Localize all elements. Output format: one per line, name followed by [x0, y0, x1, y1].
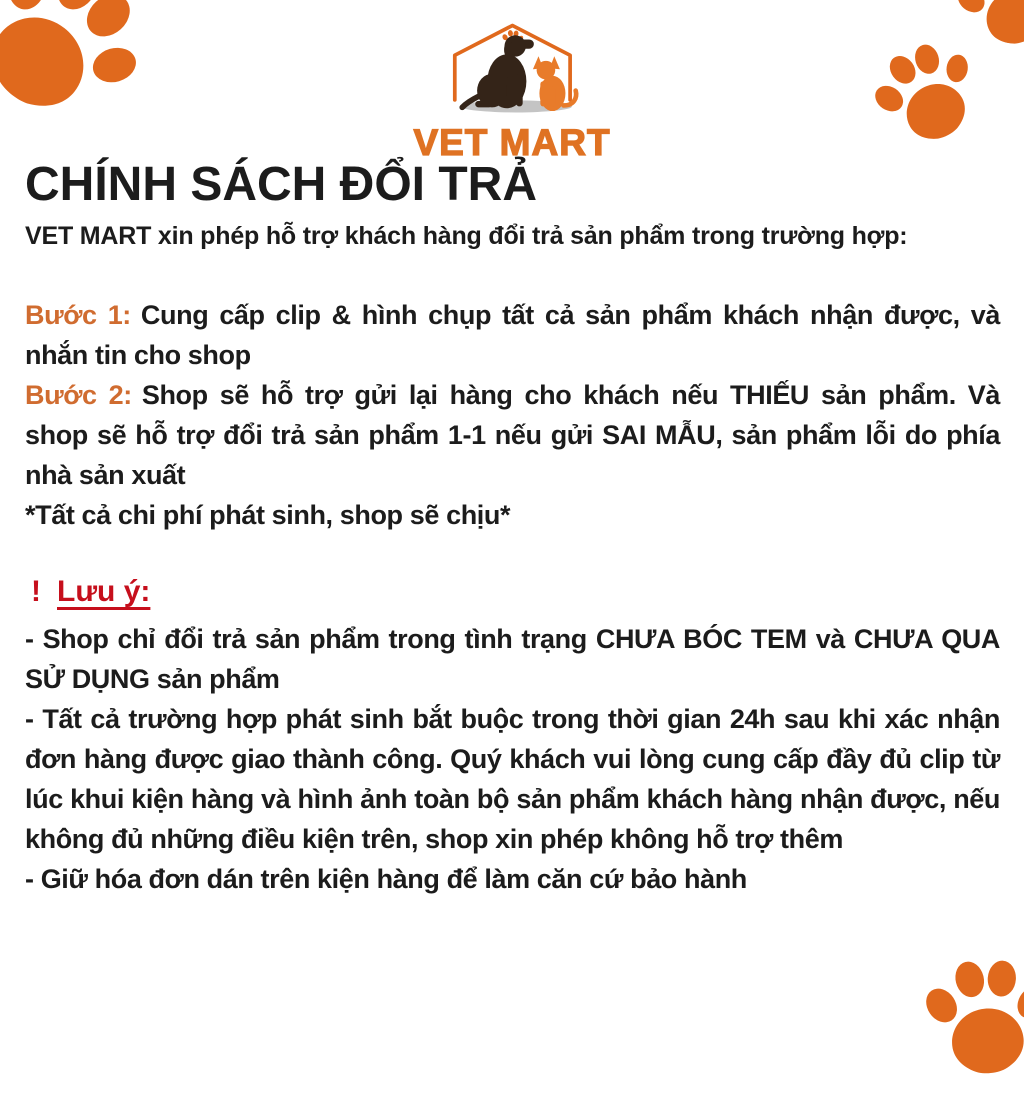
note-item: - Tất cả trường hợp phát sinh bắt buộc trong thời gian 24h sau khi xác nhận đơn hàng được giao thành công. Quý khách vui lòng cung cấp đầy đủ clip từ lúc khui kiện hàng và hình ảnh toàn bộ sản phẩm khách hàng nhận được, nếu không đủ những điều kiện trên, shop xin phép không hỗ trợ thêm [25, 704, 1000, 855]
step-1-label: Bước 1: [25, 300, 131, 331]
intro-text: VET MART xin phép hỗ trợ khách hàng đổi trả sản phẩm trong trường hợp: [25, 222, 908, 251]
step-2 [25, 375, 1000, 495]
fee-note: *Tất cả chi phí phát sinh, shop sẽ chịu* [25, 500, 511, 531]
paw-print-icon [0, 0, 170, 162]
notes-heading-label: Lưu ý: [57, 575, 151, 609]
step-1 [25, 295, 1000, 375]
exclamation-mark: ! [31, 575, 41, 609]
brand-name: VET MART [413, 122, 611, 163]
notes-heading [25, 575, 1000, 609]
steps-section [25, 295, 1000, 535]
page-title: CHÍNH SÁCH ĐỔI TRẢ [25, 158, 537, 211]
step-2-text: Shop sẽ hỗ trợ gửi lại hàng cho khách nếu THIẾU sản phẩm. Và shop sẽ hỗ trợ đổi trả sản phẩm 1-1 nếu gửi SAI MẪU, sản phẩm lỗi do phía nhà sản xuất [25, 380, 1000, 491]
step-1-text: Cung cấp clip & hình chụp tất cả sản phẩm khách nhận được, và nhắn tin cho shop [25, 300, 1000, 371]
step-2-label: Bước 2: [25, 380, 132, 411]
logo-illustration [419, 16, 605, 128]
logo [413, 16, 610, 164]
notes-section [25, 619, 1000, 899]
note-item: - Shop chỉ đổi trả sản phẩm trong tình trạng CHƯA BÓC TEM và CHƯA QUA SỬ DỤNG sản phẩm [25, 624, 1000, 695]
policy-content [25, 154, 1000, 899]
note-item: - Giữ hóa đơn dán trên kiện hàng để làm căn cứ bảo hành [25, 864, 747, 895]
